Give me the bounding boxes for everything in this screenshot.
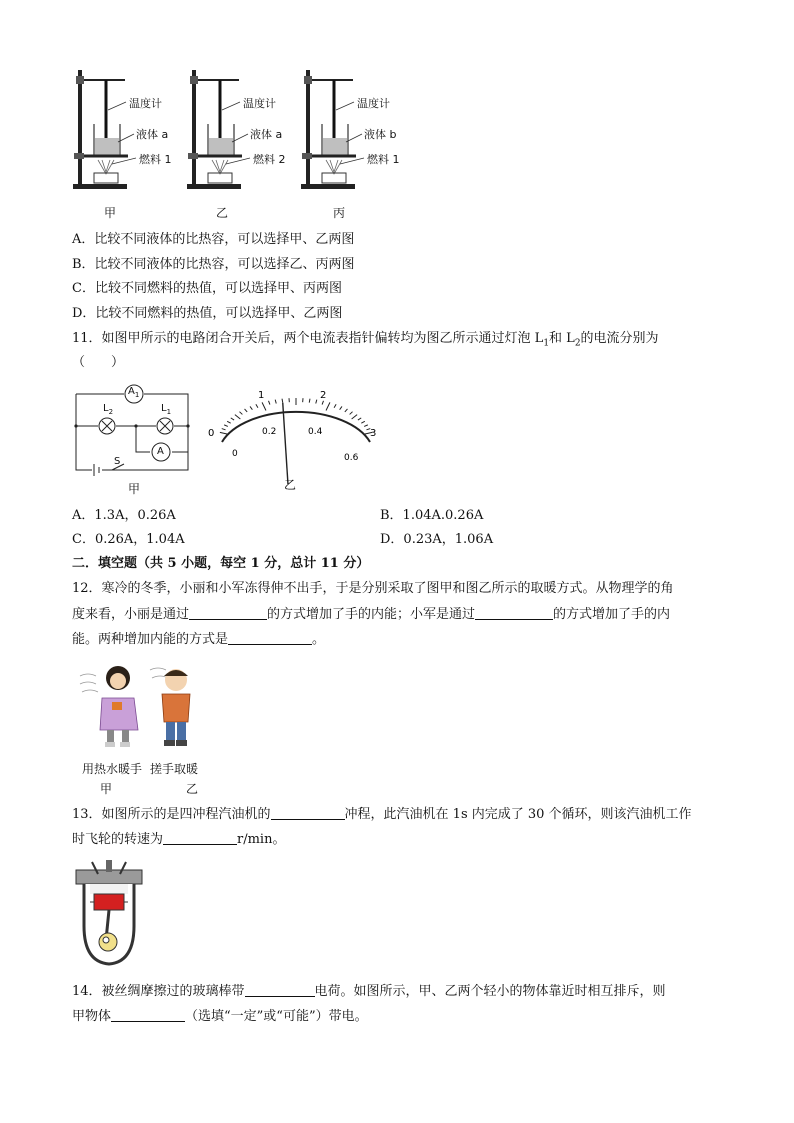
thermometer-label-3: 温度计 xyxy=(357,97,390,110)
fig-caption-yi: 乙 xyxy=(186,782,199,796)
dial-tick xyxy=(250,406,252,409)
q13-line-2: 时飞轮的转速为 r/min。 xyxy=(72,832,286,847)
q10-option-b: B．比较不同液体的比热容，可以选择乙、丙两图 xyxy=(72,257,355,272)
ammeter-a-label: A xyxy=(157,446,164,457)
q10-option-c: C．比较不同燃料的热值，可以选择甲、丙两图 xyxy=(72,281,342,296)
dial-tick xyxy=(334,404,336,407)
dial-tick xyxy=(352,415,357,419)
dial-tick xyxy=(358,418,361,420)
scale-top-0: 0 xyxy=(208,428,215,439)
lamp-l2-label: $L_2$ xyxy=(103,403,114,416)
fig-caption-jia: 甲 xyxy=(100,782,113,796)
engine-cylinder-figure xyxy=(70,858,148,970)
caption-jia: 甲 xyxy=(104,206,117,220)
fuel-label-3: 燃料 1 xyxy=(367,153,400,166)
dial-tick xyxy=(269,401,270,405)
dial-tick xyxy=(340,406,342,409)
boy-illustration xyxy=(162,669,190,746)
scale-bottom-0: 0 xyxy=(232,449,238,459)
dial-tick xyxy=(227,421,231,423)
scale-bottom-3: 0.6 xyxy=(344,453,359,463)
caption-bing: 丙 xyxy=(333,206,346,220)
q11-option-b: B．1.04A.0.26A xyxy=(380,508,484,523)
dial-tick xyxy=(309,399,310,403)
setup-jia xyxy=(73,70,128,189)
q10-option-a: A．比较不同液体的比热容，可以选择甲、乙两图 xyxy=(72,232,355,247)
dial-tick xyxy=(326,402,330,410)
q12-line-3: 能。两种增加内能的方式是 。 xyxy=(72,632,326,647)
dial-tick xyxy=(262,402,266,410)
dial-tick xyxy=(245,409,248,412)
fig-label-hot-water: 用热水暖手 xyxy=(82,762,143,776)
dial-tick xyxy=(364,425,368,427)
q12-blank-3[interactable] xyxy=(228,631,312,645)
q12-line-2: 度来看，小丽是通过 的方式增加了手的内能；小军是通过 的方式增加了手的内 xyxy=(72,607,671,622)
q12-blank-2[interactable] xyxy=(475,606,553,620)
scale-top-1: 1 xyxy=(258,390,265,401)
dial-caption: 乙 xyxy=(284,478,297,492)
dial-tick xyxy=(256,404,258,407)
scale-bottom-2: 0.4 xyxy=(308,427,323,437)
lamp-l1-label: $L_1$ xyxy=(161,403,172,416)
ammeter-a1-label: $A_1$ xyxy=(128,386,140,399)
q14-line-2: 甲物体 （选填“一定”或“可能”）带电。 xyxy=(72,1009,368,1024)
q14-blank-1[interactable] xyxy=(245,983,315,997)
switch-label: S xyxy=(114,456,121,467)
dial-tick xyxy=(282,399,283,403)
girl-illustration xyxy=(100,666,138,747)
dial-tick xyxy=(239,412,242,415)
q10-option-d: D．比较不同燃料的热值，可以选择甲、乙两图 xyxy=(72,306,343,321)
dial-tick xyxy=(231,418,234,420)
heating-apparatus-figure xyxy=(70,66,410,226)
q11-stem: 11．如图甲所示的电路闭合开关后，两个电流表指针偏转均为图乙所示通过灯泡 $L_1$和 $L_2$的电流分别为 xyxy=(72,331,659,349)
dial-tick xyxy=(222,429,226,430)
circuit-caption: 甲 xyxy=(128,482,141,496)
dial-tick xyxy=(361,421,365,423)
dial-tick xyxy=(275,400,276,404)
dial-tick xyxy=(322,401,323,405)
setup-yi xyxy=(187,70,242,189)
dial-tick xyxy=(224,425,228,427)
fuel-label-2: 燃料 2 xyxy=(253,153,286,166)
liquid-label-1: 液体 a xyxy=(136,128,169,141)
q12-line-1: 12．寒冷的冬季，小丽和小军冻得伸不出手，于是分别采取了图甲和图乙所示的取暖方式。从物理学的角 xyxy=(72,581,674,596)
q12-blank-1[interactable] xyxy=(189,606,267,620)
liquid-label-3: 液体 b xyxy=(364,128,397,141)
q14-blank-2[interactable] xyxy=(111,1008,185,1022)
liquid-label-2: 液体 a xyxy=(250,128,283,141)
q11-option-a: A．1.3A，0.26A xyxy=(72,508,176,523)
caption-yi: 乙 xyxy=(216,206,229,220)
q13-line-1: 13．如图所示的是四冲程汽油机的 冲程，此汽油机在 1s 内完成了 30 个循环，则该汽油机工作 xyxy=(72,807,692,822)
dial-tick xyxy=(235,415,240,419)
scale-top-2: 2 xyxy=(320,390,327,401)
q11-option-d: D．0.23A，1.06A xyxy=(380,532,494,547)
q13-blank-1[interactable] xyxy=(271,806,345,820)
dial-tick xyxy=(220,432,229,434)
section-2-title: 二．填空题（共 5 小题，每空 1 分，总计 11 分） xyxy=(72,556,370,571)
thermometer-label-2: 温度计 xyxy=(243,97,276,110)
q13-blank-2[interactable] xyxy=(163,831,237,845)
q11-option-c: C．0.26A，1.04A xyxy=(72,532,185,547)
q11-answer-paren: （ ） xyxy=(72,355,125,370)
fuel-label-1: 燃料 1 xyxy=(139,153,172,166)
warming-hands-figure xyxy=(78,658,208,756)
setup-bing xyxy=(301,70,356,189)
dial-tick xyxy=(316,400,317,404)
dial-pointer xyxy=(283,403,288,484)
scale-top-3: 3 xyxy=(370,428,377,439)
thermometer-label-1: 温度计 xyxy=(129,97,162,110)
fig-label-rub-hands: 搓手取暖 xyxy=(150,762,199,776)
dial-tick xyxy=(345,409,348,412)
q14-line-1: 14．被丝绸摩擦过的玻璃棒带 电荷。如图所示，甲、乙两个轻小的物体靠近时相互排斥，则 xyxy=(72,984,666,999)
scale-bottom-1: 0.2 xyxy=(262,427,277,437)
dial-tick xyxy=(350,412,353,415)
